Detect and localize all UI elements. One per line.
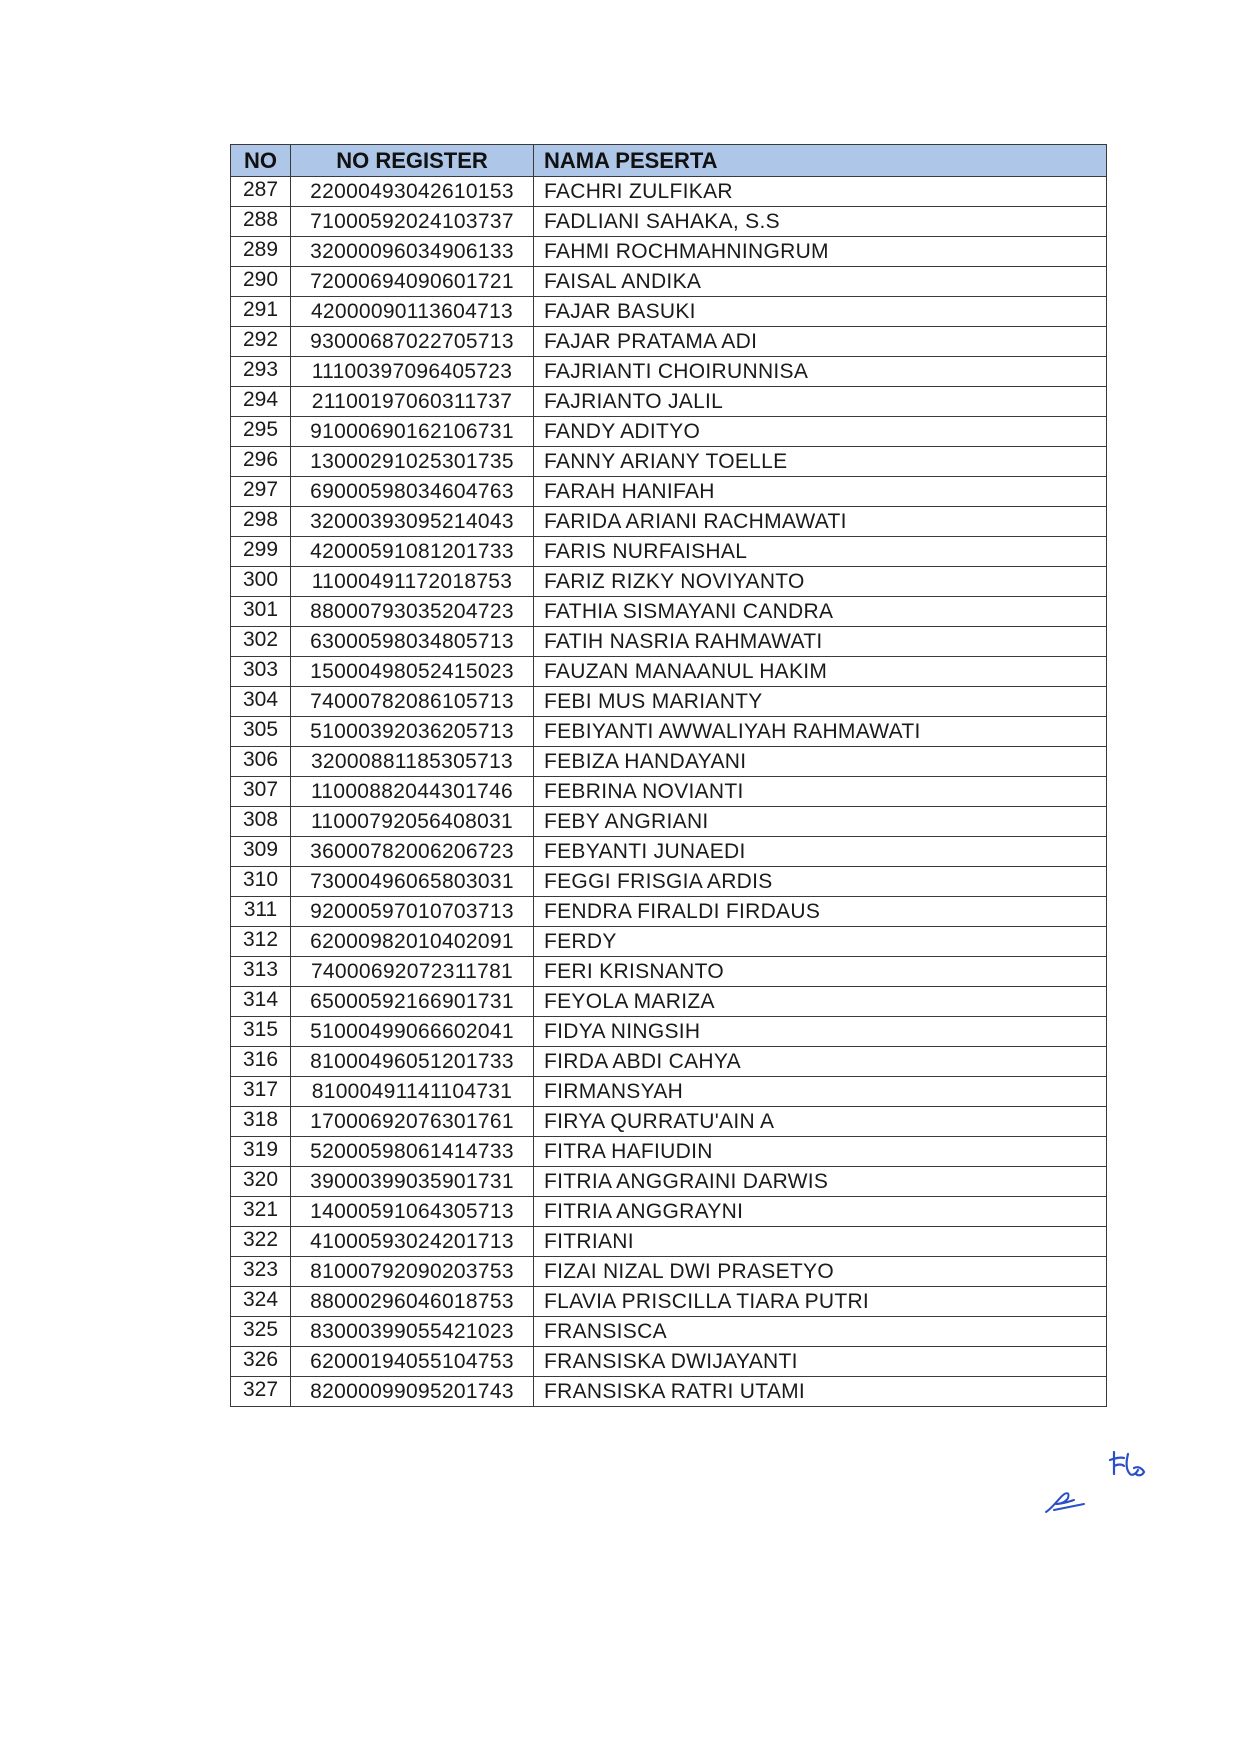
cell-no: 295 bbox=[231, 417, 291, 447]
cell-no: 305 bbox=[231, 717, 291, 747]
table-row bbox=[231, 567, 1107, 597]
cell-no: 288 bbox=[231, 207, 291, 237]
cell-register: 39000399035901731 bbox=[291, 1167, 534, 1197]
cell-register: 65000592166901731 bbox=[291, 987, 534, 1017]
cell-no: 289 bbox=[231, 237, 291, 267]
cell-register: 81000491141104731 bbox=[291, 1077, 534, 1107]
table-row bbox=[231, 1287, 1107, 1317]
cell-name: FEBI MUS MARIANTY bbox=[534, 687, 1107, 717]
cell-register: 52000598061414733 bbox=[291, 1137, 534, 1167]
cell-name: FLAVIA PRISCILLA TIARA PUTRI bbox=[534, 1287, 1107, 1317]
cell-register: 11000792056408031 bbox=[291, 807, 534, 837]
cell-name: FITRIANI bbox=[534, 1227, 1107, 1257]
table-body bbox=[231, 177, 1107, 1407]
cell-no: 316 bbox=[231, 1047, 291, 1077]
cell-register: 88000793035204723 bbox=[291, 597, 534, 627]
table-row bbox=[231, 447, 1107, 477]
cell-no: 324 bbox=[231, 1287, 291, 1317]
cell-name: FARIZ RIZKY NOVIYANTO bbox=[534, 567, 1107, 597]
cell-no: 309 bbox=[231, 837, 291, 867]
cell-name: FEGGI FRISGIA ARDIS bbox=[534, 867, 1107, 897]
cell-no: 315 bbox=[231, 1017, 291, 1047]
cell-no: 308 bbox=[231, 807, 291, 837]
cell-register: 91000690162106731 bbox=[291, 417, 534, 447]
cell-register: 17000692076301761 bbox=[291, 1107, 534, 1137]
cell-no: 304 bbox=[231, 687, 291, 717]
table-row bbox=[231, 537, 1107, 567]
cell-no: 325 bbox=[231, 1317, 291, 1347]
cell-register: 15000498052415023 bbox=[291, 657, 534, 687]
cell-name: FENDRA FIRALDI FIRDAUS bbox=[534, 897, 1107, 927]
table-row bbox=[231, 1137, 1107, 1167]
cell-register: 14000591064305713 bbox=[291, 1197, 534, 1227]
cell-register: 21100197060311737 bbox=[291, 387, 534, 417]
cell-no: 294 bbox=[231, 387, 291, 417]
cell-name: FITRIA ANGGRAINI DARWIS bbox=[534, 1167, 1107, 1197]
cell-register: 63000598034805713 bbox=[291, 627, 534, 657]
cell-register: 11000491172018753 bbox=[291, 567, 534, 597]
table-row bbox=[231, 177, 1107, 207]
cell-no: 292 bbox=[231, 327, 291, 357]
cell-name: FEBIYANTI AWWALIYAH RAHMAWATI bbox=[534, 717, 1107, 747]
cell-no: 287 bbox=[231, 177, 291, 207]
cell-name: FADLIANI SAHAKA, S.S bbox=[534, 207, 1107, 237]
cell-name: FIRMANSYAH bbox=[534, 1077, 1107, 1107]
cell-no: 312 bbox=[231, 927, 291, 957]
cell-no: 327 bbox=[231, 1377, 291, 1407]
cell-no: 310 bbox=[231, 867, 291, 897]
cell-no: 296 bbox=[231, 447, 291, 477]
table-row bbox=[231, 1197, 1107, 1227]
cell-no: 313 bbox=[231, 957, 291, 987]
cell-name: FAJRIANTO JALIL bbox=[534, 387, 1107, 417]
table-row bbox=[231, 687, 1107, 717]
cell-no: 320 bbox=[231, 1167, 291, 1197]
cell-no: 311 bbox=[231, 897, 291, 927]
table-header bbox=[231, 145, 1107, 177]
table-row bbox=[231, 1347, 1107, 1377]
cell-no: 307 bbox=[231, 777, 291, 807]
table-row bbox=[231, 477, 1107, 507]
cell-name: FITRA HAFIUDIN bbox=[534, 1137, 1107, 1167]
cell-register: 42000090113604713 bbox=[291, 297, 534, 327]
cell-no: 298 bbox=[231, 507, 291, 537]
cell-name: FIRYA QURRATU'AIN A bbox=[534, 1107, 1107, 1137]
cell-name: FACHRI ZULFIKAR bbox=[534, 177, 1107, 207]
cell-register: 62000194055104753 bbox=[291, 1347, 534, 1377]
cell-no: 326 bbox=[231, 1347, 291, 1377]
cell-name: FIRDA ABDI CAHYA bbox=[534, 1047, 1107, 1077]
cell-no: 290 bbox=[231, 267, 291, 297]
cell-name: FARIDA ARIANI RACHMAWATI bbox=[534, 507, 1107, 537]
table-row bbox=[231, 1257, 1107, 1287]
table-row bbox=[231, 597, 1107, 627]
cell-name: FANDY ADITYO bbox=[534, 417, 1107, 447]
cell-no: 299 bbox=[231, 537, 291, 567]
cell-register: 32000096034906133 bbox=[291, 237, 534, 267]
table-row bbox=[231, 1107, 1107, 1137]
cell-name: FIZAI NIZAL DWI PRASETYO bbox=[534, 1257, 1107, 1287]
cell-no: 297 bbox=[231, 477, 291, 507]
cell-register: 92000597010703713 bbox=[291, 897, 534, 927]
cell-register: 36000782006206723 bbox=[291, 837, 534, 867]
cell-name: FRANSISCA bbox=[534, 1317, 1107, 1347]
cell-register: 32000393095214043 bbox=[291, 507, 534, 537]
cell-name: FERDY bbox=[534, 927, 1107, 957]
cell-name: FEYOLA MARIZA bbox=[534, 987, 1107, 1017]
cell-register: 62000982010402091 bbox=[291, 927, 534, 957]
cell-register: 51000392036205713 bbox=[291, 717, 534, 747]
cell-register: 88000296046018753 bbox=[291, 1287, 534, 1317]
initials-signature-icon bbox=[1108, 1448, 1148, 1482]
cell-no: 321 bbox=[231, 1197, 291, 1227]
table-row bbox=[231, 267, 1107, 297]
table-row bbox=[231, 357, 1107, 387]
cell-register: 13000291025301735 bbox=[291, 447, 534, 477]
cell-name: FAJAR BASUKI bbox=[534, 297, 1107, 327]
cell-register: 41000593024201713 bbox=[291, 1227, 534, 1257]
cell-register: 32000881185305713 bbox=[291, 747, 534, 777]
cell-name: FEBIZA HANDAYANI bbox=[534, 747, 1107, 777]
table-row bbox=[231, 657, 1107, 687]
cell-no: 319 bbox=[231, 1137, 291, 1167]
initials-signature-icon bbox=[1040, 1488, 1088, 1516]
cell-register: 73000496065803031 bbox=[291, 867, 534, 897]
cell-name: FATIH NASRIA RAHMAWATI bbox=[534, 627, 1107, 657]
cell-register: 82000099095201743 bbox=[291, 1377, 534, 1407]
cell-no: 303 bbox=[231, 657, 291, 687]
cell-register: 81000792090203753 bbox=[291, 1257, 534, 1287]
cell-name: FEBYANTI JUNAEDI bbox=[534, 837, 1107, 867]
cell-name: FANNY ARIANY TOELLE bbox=[534, 447, 1107, 477]
table-row bbox=[231, 807, 1107, 837]
table-row bbox=[231, 1077, 1107, 1107]
cell-no: 301 bbox=[231, 597, 291, 627]
cell-no: 306 bbox=[231, 747, 291, 777]
cell-name: FARAH HANIFAH bbox=[534, 477, 1107, 507]
cell-name: FAJRIANTI CHOIRUNNISA bbox=[534, 357, 1107, 387]
table-row bbox=[231, 957, 1107, 987]
cell-name: FITRIA ANGGRAYNI bbox=[534, 1197, 1107, 1227]
cell-no: 322 bbox=[231, 1227, 291, 1257]
cell-register: 51000499066602041 bbox=[291, 1017, 534, 1047]
table-row bbox=[231, 1317, 1107, 1347]
table-row bbox=[231, 417, 1107, 447]
cell-name: FARIS NURFAISHAL bbox=[534, 537, 1107, 567]
table-row bbox=[231, 987, 1107, 1017]
participant-table bbox=[230, 144, 1107, 1407]
cell-name: FEBY ANGRIANI bbox=[534, 807, 1107, 837]
table-row bbox=[231, 387, 1107, 417]
table-row bbox=[231, 207, 1107, 237]
table-row bbox=[231, 1047, 1107, 1077]
table-row bbox=[231, 1167, 1107, 1197]
table-header-row bbox=[231, 145, 1107, 177]
cell-name: FEBRINA NOVIANTI bbox=[534, 777, 1107, 807]
cell-no: 323 bbox=[231, 1257, 291, 1287]
column-header-register: NO REGISTER bbox=[291, 145, 534, 177]
table-row bbox=[231, 927, 1107, 957]
cell-register: 74000692072311781 bbox=[291, 957, 534, 987]
table-row bbox=[231, 627, 1107, 657]
cell-no: 300 bbox=[231, 567, 291, 597]
cell-name: FAISAL ANDIKA bbox=[534, 267, 1107, 297]
cell-register: 69000598034604763 bbox=[291, 477, 534, 507]
table-row bbox=[231, 327, 1107, 357]
table-row bbox=[231, 237, 1107, 267]
column-header-name: NAMA PESERTA bbox=[534, 145, 1107, 177]
table-row bbox=[231, 1017, 1107, 1047]
column-header-no: NO bbox=[231, 145, 291, 177]
table-row bbox=[231, 897, 1107, 927]
cell-register: 72000694090601721 bbox=[291, 267, 534, 297]
cell-register: 83000399055421023 bbox=[291, 1317, 534, 1347]
cell-name: FRANSISKA DWIJAYANTI bbox=[534, 1347, 1107, 1377]
cell-no: 318 bbox=[231, 1107, 291, 1137]
table-row bbox=[231, 867, 1107, 897]
cell-name: FRANSISKA RATRI UTAMI bbox=[534, 1377, 1107, 1407]
table-row bbox=[231, 777, 1107, 807]
cell-register: 93000687022705713 bbox=[291, 327, 534, 357]
cell-name: FATHIA SISMAYANI CANDRA bbox=[534, 597, 1107, 627]
cell-register: 74000782086105713 bbox=[291, 687, 534, 717]
table-row bbox=[231, 507, 1107, 537]
table-row bbox=[231, 837, 1107, 867]
cell-register: 42000591081201733 bbox=[291, 537, 534, 567]
cell-name: FAJAR PRATAMA ADI bbox=[534, 327, 1107, 357]
cell-no: 302 bbox=[231, 627, 291, 657]
cell-no: 291 bbox=[231, 297, 291, 327]
cell-name: FAUZAN MANAANUL HAKIM bbox=[534, 657, 1107, 687]
cell-register: 81000496051201733 bbox=[291, 1047, 534, 1077]
cell-name: FERI KRISNANTO bbox=[534, 957, 1107, 987]
cell-register: 71000592024103737 bbox=[291, 207, 534, 237]
cell-name: FIDYA NINGSIH bbox=[534, 1017, 1107, 1047]
table-row bbox=[231, 717, 1107, 747]
cell-register: 22000493042610153 bbox=[291, 177, 534, 207]
table-row bbox=[231, 1377, 1107, 1407]
cell-no: 317 bbox=[231, 1077, 291, 1107]
cell-register: 11100397096405723 bbox=[291, 357, 534, 387]
table-row bbox=[231, 1227, 1107, 1257]
table-row bbox=[231, 297, 1107, 327]
cell-name: FAHMI ROCHMAHNINGRUM bbox=[534, 237, 1107, 267]
cell-no: 314 bbox=[231, 987, 291, 1017]
table-row bbox=[231, 747, 1107, 777]
cell-register: 11000882044301746 bbox=[291, 777, 534, 807]
cell-no: 293 bbox=[231, 357, 291, 387]
